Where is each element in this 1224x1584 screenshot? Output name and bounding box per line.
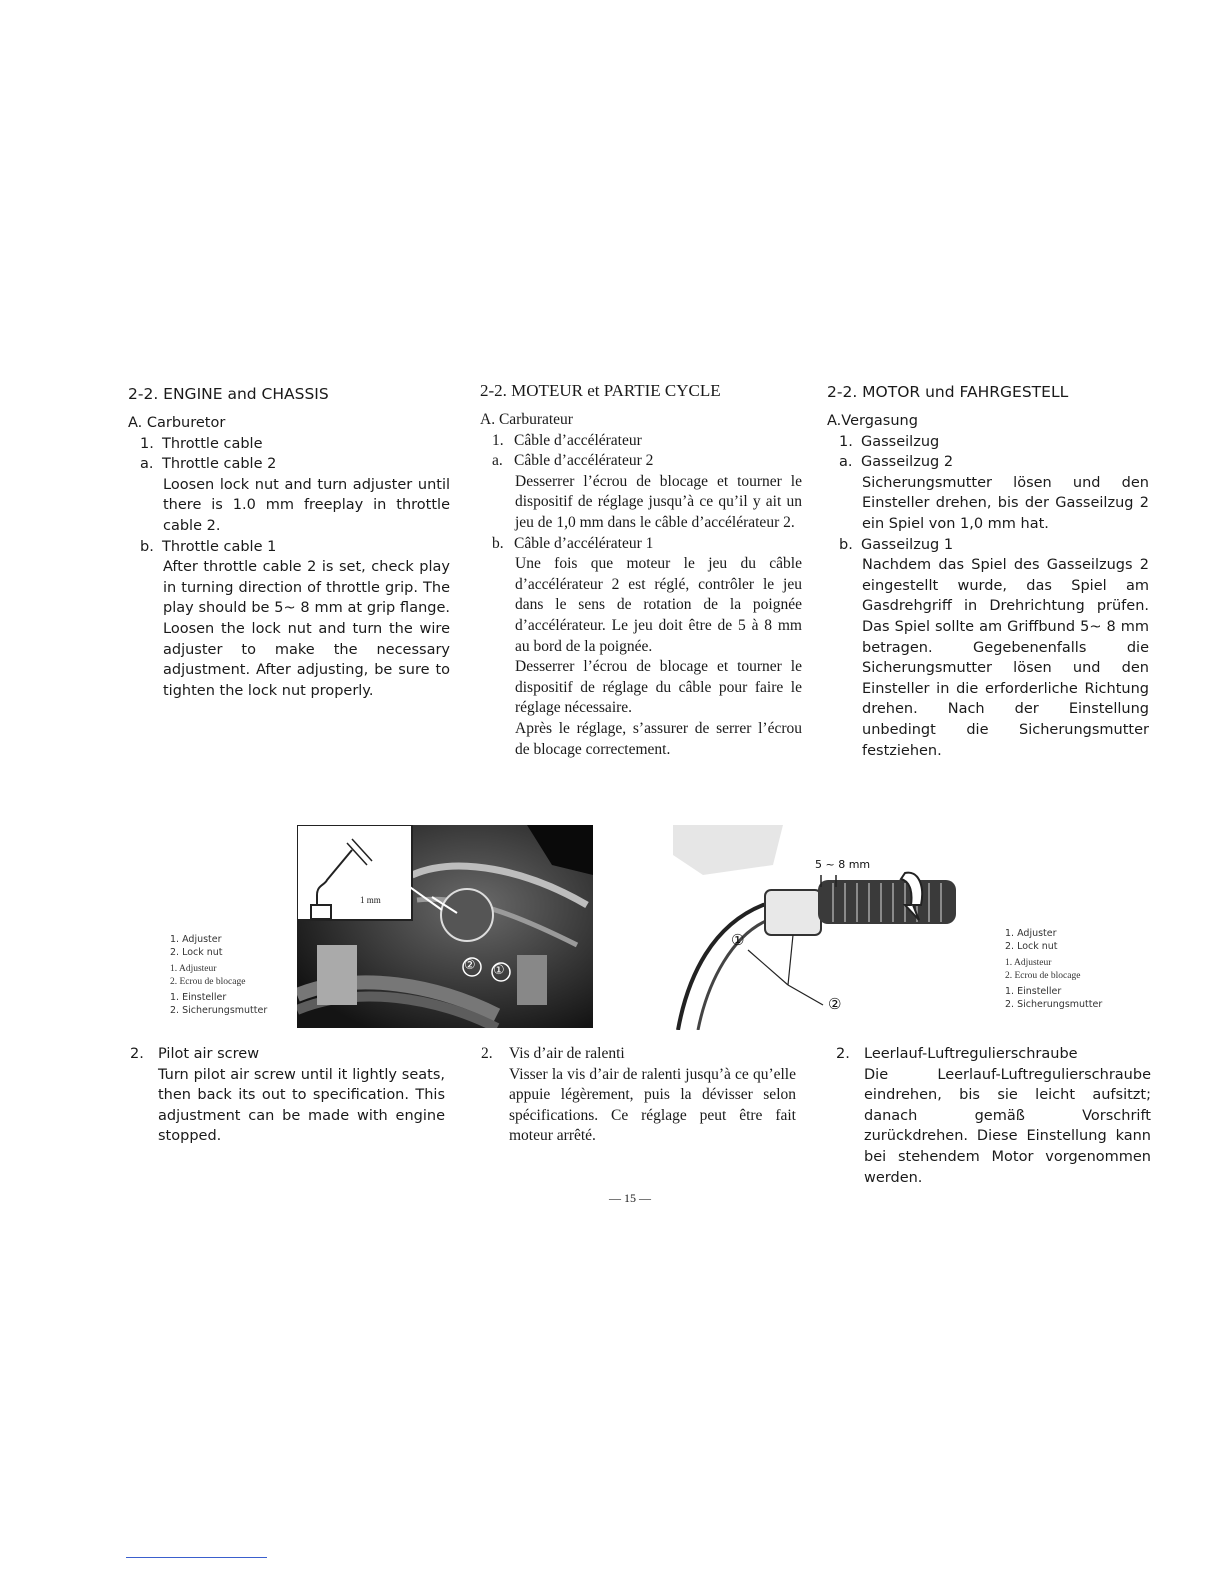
english-item-b-text: After throttle cable 2 is set, check play in turning direction of throttle grip. The play should be 5~ 8 mm at grip flange. Loosen the lock nut and turn the wire adjuster to make the necessary adjustment. After adjusting, be sure to tighten the lock nut properly. xyxy=(163,559,450,699)
caption-line: 2. Ecrou de blocage xyxy=(170,976,246,987)
french-item-2: 2. Vis d’air de ralenti xyxy=(481,1045,625,1062)
french-item-a: a. Câble d’accélérateur 2 xyxy=(492,452,654,470)
caption-line: 2. Ecrou de blocage xyxy=(1005,970,1081,981)
english-column xyxy=(128,383,450,701)
german-item-a-text: Sicherungsmutter lösen und den Einsteller drehen, bis der Gasseilzug 2 ein Spiel von 1,0 mm hat. xyxy=(862,474,1149,532)
caption-line: 2. Sicherungsmutter xyxy=(170,1004,268,1016)
figure2-dimension-label: 5 ~ 8 mm xyxy=(815,858,871,871)
french-pilot-air-screw xyxy=(481,1044,796,1147)
figure2-callout-2: ② xyxy=(828,995,842,1013)
french-item-b: b. Câble d’accélérateur 1 xyxy=(492,534,654,552)
caption-line: 1. Adjusteur xyxy=(1005,958,1052,968)
german-item-b-text: Nachdem das Spiel des Gasseilzugs 2 eingestellt wurde, das Spiel am Gasdrehgriff in Drehrichtung prüfen. Das Spiel sollte am Griffbund 5~ 8 mm betragen. Gegebenenfalls die Sicherungsmutter lösen und den Einsteller in die erforderliche Richtung drehen. Nach der Einstellung unbedingt die Sicherungsmutter festziehen. xyxy=(862,557,1149,759)
french-item-1: 1. Câble d’accélérateur xyxy=(492,431,642,449)
figure1-carburetor-photo xyxy=(297,825,593,1028)
german-item-2: 2. Leerlauf-Luftregulierschraube xyxy=(836,1046,1078,1062)
figure2-throttle-grip-photo xyxy=(673,825,963,1030)
figure2-illustration xyxy=(673,825,963,1030)
german-item-b: b. Gasseilzug 1 xyxy=(839,536,954,553)
caption-line: 1. Einsteller xyxy=(1005,986,1062,997)
german-item-1: 1. Gasseilzug xyxy=(839,433,940,450)
english-item-2-text: Turn pilot air screw until it lightly seats, then back its out to specification. This adjustment can be made with engine stopped. xyxy=(158,1066,445,1145)
figure2-captions-de xyxy=(1005,986,1145,1011)
english-heading: 2-2. ENGINE and CHASSIS xyxy=(128,385,329,403)
figure1-illustration xyxy=(297,825,593,1028)
figure1-captions xyxy=(170,934,290,1021)
french-column xyxy=(480,380,802,760)
french-item-2-text: Visser la vis d’air de ralenti jusqu’à ce qu’elle appuie légèrement, puis la dévisser selon spécifications. Ce réglage peut être fait moteur arrêté. xyxy=(509,1065,796,1145)
english-item-a: a. Throttle cable 2 xyxy=(140,456,277,473)
figure1-captions-de xyxy=(170,992,290,1017)
french-heading: 2-2. MOTEUR et PARTIE CYCLE xyxy=(480,381,721,400)
caption-line: 1. Adjusteur xyxy=(170,964,217,974)
german-item-a: a. Gasseilzug 2 xyxy=(839,454,954,471)
french-item-b-text: Une fois que moteur le jeu du câble d’accélérateur 2 est réglé, contrôler le jeu dans le sens de rotation de la poignée d’accélérateur. Le jeu doit être de 5 à 8 mm au bord de la poignée. xyxy=(515,555,802,655)
figure1-captions-en xyxy=(170,934,290,959)
french-item-a-text: Desserrer l’écrou de blocage et tourner le dispositif de réglage jusqu’à ce qu’il y ait un jeu de 1,0 mm dans le câble d’accélérateur 2. xyxy=(515,472,802,531)
figure2-captions-fr xyxy=(1005,957,1145,982)
german-column xyxy=(827,381,1149,761)
caption-line: 1. Adjuster xyxy=(170,934,222,945)
footer-divider xyxy=(126,1557,267,1558)
english-item-a-text: Loosen lock nut and turn adjuster until there is 1.0 mm freeplay in throttle cable 2. xyxy=(163,476,450,534)
caption-line: 2. Lock nut xyxy=(170,946,223,958)
figure1-inset-label: 1 mm xyxy=(360,895,381,905)
figure2-callout-1: ① xyxy=(731,931,745,949)
caption-line: 2. Lock nut xyxy=(1005,940,1058,952)
figure2-captions xyxy=(1005,928,1145,1015)
german-heading: 2-2. MOTOR und FAHRGESTELL xyxy=(827,383,1069,401)
english-section-title: A. Carburetor xyxy=(128,415,226,431)
caption-line: 1. Einsteller xyxy=(170,992,227,1003)
english-pilot-air-screw xyxy=(130,1044,445,1147)
german-item-2-text: Die Leerlauf-Luftregulierschraube eindrehen, bis sie leicht aufsitzt; danach gemäß Vorschrift zurückdrehen. Diese Einstellung kann bei stehendem Motor vorgenommen werden. xyxy=(864,1066,1151,1186)
figure2-captions-en xyxy=(1005,928,1145,953)
german-pilot-air-screw xyxy=(836,1044,1151,1188)
french-item-b-text3: Après le réglage, s’assurer de serrer l’écrou de blocage correctement. xyxy=(515,719,802,758)
page-number: — 15 — xyxy=(609,1191,651,1205)
french-item-b-text2: Desserrer l’écrou de blocage et tourner le dispositif de réglage du câble pour faire le réglage nécessaire. xyxy=(515,658,802,717)
english-item-1: 1. Throttle cable xyxy=(140,435,263,452)
caption-line: 2. Sicherungsmutter xyxy=(1005,998,1103,1010)
caption-line: 1. Adjuster xyxy=(1005,928,1057,939)
english-item-2: 2. Pilot air screw xyxy=(130,1046,260,1062)
german-section-title: A.Vergasung xyxy=(827,413,918,429)
figure1-captions-fr xyxy=(170,963,290,988)
figure1-callout-2: ② xyxy=(464,958,476,973)
figure1-callout-1: ① xyxy=(493,963,505,978)
english-item-b: b. Throttle cable 1 xyxy=(140,538,277,555)
french-section-title: A. Carburateur xyxy=(480,411,573,428)
